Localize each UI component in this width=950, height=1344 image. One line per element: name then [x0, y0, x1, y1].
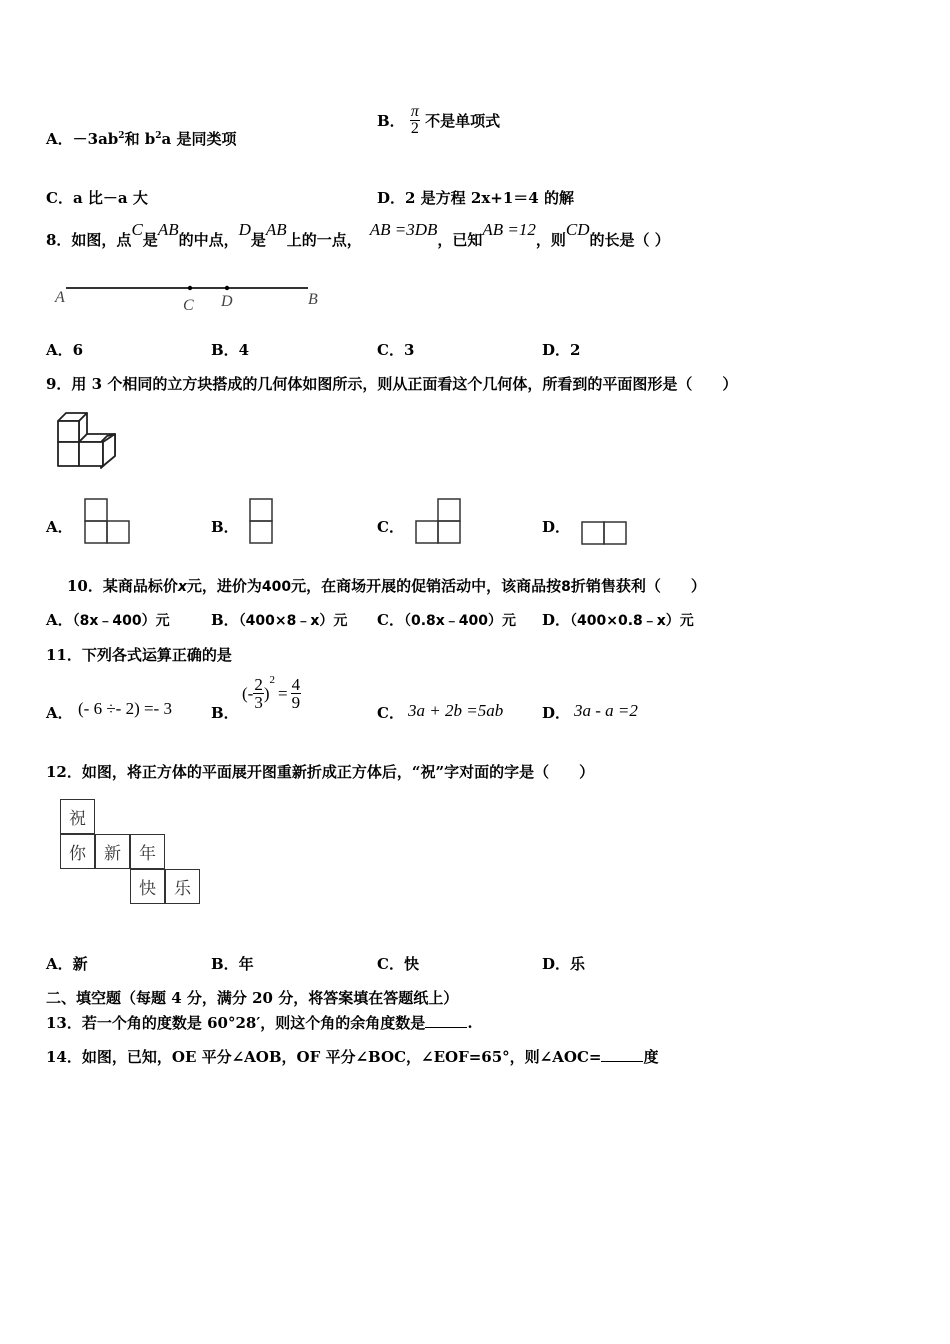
q9-option-d-figure — [579, 519, 629, 549]
q8-option-c: C．3 — [377, 341, 415, 359]
q10-stem: 10．某商品标价x元，进价为400元，在商场开展的促销活动中，该商品按8折销售获利（ ） — [67, 577, 706, 595]
q12-option-c: C．快 — [377, 955, 419, 973]
q10-option-a: A．（8x﹣400）元 — [46, 611, 170, 629]
q9-option-d-label: D． — [542, 518, 571, 536]
q11-option-b-math: (- $\frac{2}{3}$ )$^2$= $\frac{4}{9}$ — [242, 673, 301, 712]
q8-line-segment-figure — [50, 275, 350, 315]
q11-option-c-label: C． — [377, 704, 404, 722]
q8-option-d: D．2 — [542, 341, 581, 359]
q10-option-c: C．（0.8x﹣400）元 — [377, 611, 517, 629]
net-cell-xin: 新 — [95, 834, 130, 869]
q9-option-a-label: A． — [46, 518, 73, 536]
q11-stem: 11．下列各式运算正确的是 — [46, 646, 232, 664]
q11-option-d-label: D． — [542, 704, 571, 722]
q11-option-c-math: 3a + 2b =5ab — [408, 701, 504, 720]
point-d-dot — [225, 286, 229, 290]
q11-option-d-math: 3a - a =2 — [574, 701, 638, 720]
q11-option-a-math: (- 6 ÷- 2) =- 3 — [78, 699, 172, 718]
q10-option-b: B．（400×8﹣x）元 — [211, 611, 348, 629]
q10-option-d: D．（400×0.8﹣x）元 — [542, 611, 694, 629]
q9-option-c-figure — [413, 496, 463, 546]
q8-option-a: A．6 — [46, 341, 84, 359]
net-cell-nian: 年 — [130, 834, 165, 869]
q13-stem: 13．若一个角的度数是 60°28′，则这个角的余角度数是 . — [46, 1014, 473, 1032]
net-cell-ni: 你 — [60, 834, 95, 869]
q8-stem: 8．如图，点C是AB的中点，D是AB上的一点，AB =3DB，已知AB =12，则CD的长是（ ） — [46, 220, 670, 249]
net-cell-zhu: 祝 — [60, 799, 95, 834]
q14-stem: 14．如图，已知，OE 平分∠AOB，OF 平分∠BOC，∠EOF=65°，则∠AOC= 度 — [46, 1048, 659, 1066]
q12-option-b: B．年 — [211, 955, 254, 973]
q9-option-b-label: B． — [211, 518, 239, 536]
label-b: B — [308, 291, 318, 308]
pi-over-2-fraction: $\frac{\pi}{2}$ — [410, 103, 419, 137]
point-c-dot — [188, 286, 192, 290]
q9-cube-stack-figure — [55, 410, 125, 470]
q9-stem: 9．用 3 个相同的立方块搭成的几何体如图所示，则从正面看这个几何体，所看到的平面图形是（ ） — [46, 375, 738, 393]
q14-answer-blank[interactable] — [601, 1047, 643, 1062]
net-cell-kuai: 快 — [130, 869, 165, 904]
q12-option-a: A．新 — [46, 955, 88, 973]
label-a: A — [55, 289, 65, 306]
q7-option-b: B． $\frac{\pi}{2}$ 不是单项式 — [377, 103, 501, 137]
q9-option-a-figure — [82, 496, 132, 546]
label-c: C — [183, 297, 194, 314]
q12-option-d: D．乐 — [542, 955, 586, 973]
q11-option-b-label: B． — [211, 704, 239, 722]
q7-option-a: A．$-3ab^2$和 $b^2a$ 是同类项 — [46, 130, 237, 148]
q13-answer-blank[interactable] — [425, 1013, 467, 1028]
label-d: D — [221, 293, 233, 310]
q11-option-a-label: A． — [46, 704, 73, 722]
net-cell-le: 乐 — [165, 869, 200, 904]
q12-stem: 12．如图，将正方体的平面展开图重新折成正方体后，“祝”字对面的字是（ ） — [46, 763, 595, 781]
q7-option-d: D．2 是方程 2x+1＝4 的解 — [377, 189, 574, 207]
q8-option-b: B．4 — [211, 341, 250, 359]
section-2-heading: 二、填空题（每题 4 分，满分 20 分，将答案填在答题纸上） — [46, 989, 459, 1007]
q9-option-b-figure — [247, 496, 277, 546]
q9-option-c-label: C． — [377, 518, 404, 536]
q7-option-c: C．a 比－a 大 — [46, 189, 148, 207]
